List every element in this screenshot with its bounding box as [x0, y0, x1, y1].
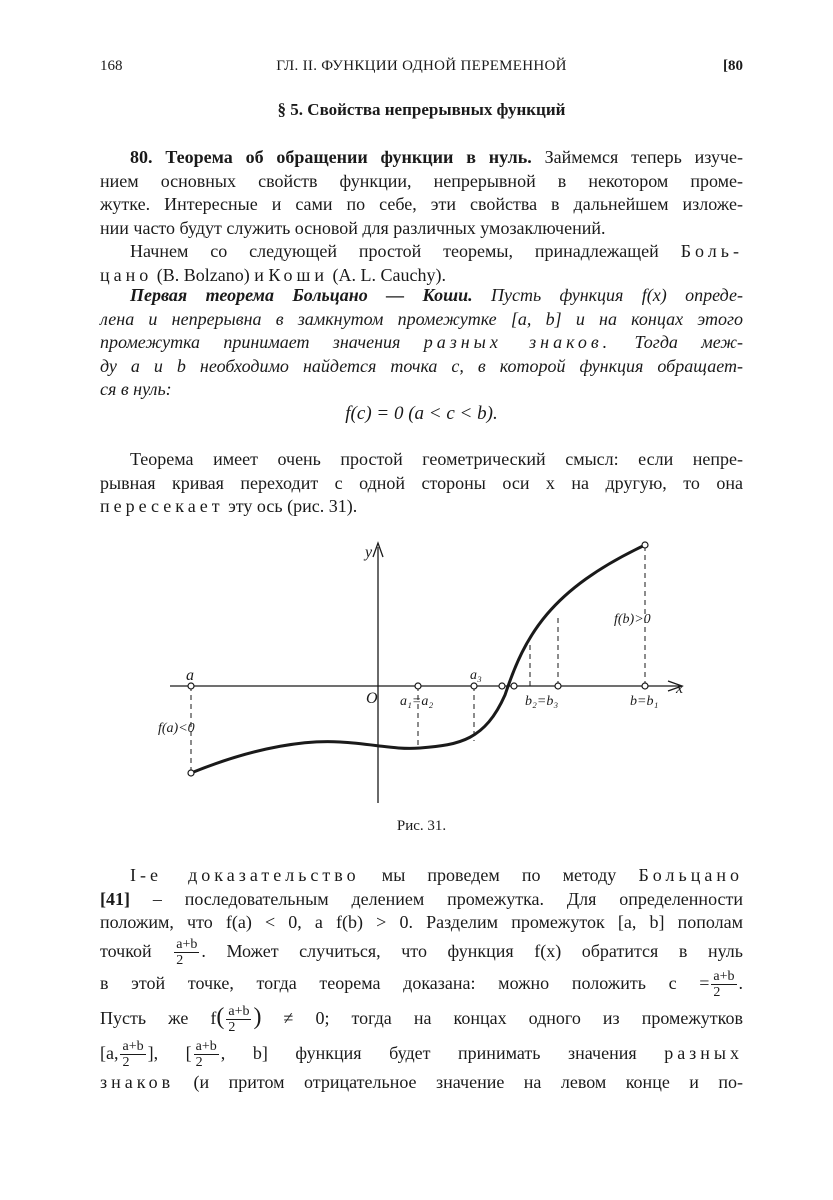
text-fragment: эту ось (рис. 31).	[228, 496, 358, 516]
fraction-midpoint	[711, 969, 736, 1000]
paragraph-80-intro	[100, 146, 743, 240]
text-line: положим, что f(a) < 0, а f(b) > 0. Разделим промежуток [a, b] пополам	[100, 912, 743, 932]
label-fb-positive: f(b)>0	[614, 612, 651, 627]
text-fragment: [	[185, 1042, 192, 1063]
spaced-text: I-е доказательство	[130, 865, 360, 885]
paragraph-geometric-meaning	[100, 448, 743, 519]
text-line: рывная кривая переходит с одной стороны оси x на другую, то она	[100, 472, 743, 493]
text-fragment: точкой	[100, 940, 152, 961]
running-header	[100, 58, 743, 82]
figure-caption: Рис. 31.	[396, 818, 447, 834]
fraction-midpoint	[174, 937, 199, 968]
point-fa	[188, 770, 194, 776]
fraction-denominator: 2	[713, 984, 721, 1000]
chapter-title: ГЛ. II. ФУНКЦИИ ОДНОЙ ПЕРЕМЕННОЙ	[276, 58, 567, 74]
fraction-numerator: a+b	[195, 1038, 217, 1054]
paragraph-bolzano-cauchy	[100, 240, 743, 287]
fraction-midpoint	[120, 1039, 145, 1070]
spaced-text: знаков	[100, 1071, 175, 1092]
fraction-denominator: 2	[228, 1019, 236, 1035]
point-a3	[471, 683, 477, 689]
label-a1-a2: a₁=a₂	[400, 694, 434, 709]
fraction-midpoint	[226, 1004, 251, 1035]
fraction-numerator: a+b	[713, 968, 735, 984]
text-fragment: [a,	[100, 1042, 119, 1063]
spaced-text: пересекает	[100, 496, 224, 516]
fraction-denominator: 2	[122, 1054, 130, 1070]
text-line: ду a и b необходимо найдется точка c, в которой функция обращает-	[100, 355, 743, 376]
theorem-title: Первая теорема Больцано — Коши.	[130, 285, 473, 305]
formula-f-c-zero: f(c) = 0 (a < c < b).	[345, 403, 498, 424]
point-a1	[415, 683, 421, 689]
point-c-left	[499, 683, 505, 689]
paragraph-heading: 80. Теорема об обращении функции в нуль.	[130, 147, 532, 167]
section-title: § 5. Свойства непрерывных функций	[277, 100, 566, 119]
text-fragment: Пусть функция f(x) опреде-	[490, 285, 743, 305]
text-line: нии часто будут служить основой для различных умозаключений.	[100, 217, 606, 238]
label-fa-negative: f(a)<0	[158, 721, 195, 736]
point-fb	[642, 542, 648, 548]
point-b	[642, 683, 648, 689]
label-origin: O	[366, 690, 378, 707]
label-b2-b3: b₂=b₃	[525, 694, 559, 709]
fraction-midpoint	[194, 1039, 219, 1070]
text-fragment: Пусть же f	[100, 1007, 217, 1028]
figure-31	[140, 535, 720, 810]
text-fragment: Тогда меж-	[634, 332, 743, 352]
text-fragment: (B. Bolzano) и	[156, 264, 264, 285]
text-fragment: (A. L. Cauchy).	[332, 264, 446, 285]
text-fragment: ],	[147, 1042, 159, 1063]
text-fragment: – последовательным делением промежутка. Для определенности	[152, 888, 744, 909]
label-a: a	[186, 667, 194, 684]
label-x: x	[676, 680, 684, 697]
spaced-text: разных	[664, 1042, 744, 1063]
point-c	[511, 683, 517, 689]
fraction-numerator: a+b	[122, 1038, 144, 1054]
spaced-name: цано	[100, 264, 153, 285]
text-line: лена и непрерывна в замкнутом промежутке [a, b] и на концах этого	[100, 308, 743, 329]
text-line: Займемся теперь изуче-	[544, 147, 743, 167]
theorem-statement	[100, 284, 743, 402]
text-fragment: функция будет принимать значения	[295, 1042, 637, 1063]
text-fragment: Начнем со следующей простой теоремы, принадлежащей	[130, 241, 659, 261]
page-number: 168	[100, 58, 123, 74]
fraction-numerator: a+b	[228, 1003, 250, 1019]
text-line: Теорема имеет очень простой геометрический смысл: если непре-	[130, 449, 743, 469]
reference-number: [41]	[100, 888, 130, 909]
label-a3: a₃	[470, 668, 482, 683]
text-line: ся в нуль:	[100, 379, 172, 399]
text-line: нием основных свойств функции, непрерывной в некотором проме-	[100, 170, 743, 191]
spaced-name: Боль-	[680, 241, 743, 261]
paragraph-first-proof: I-е доказательство мы проведем по методу Больцано [41] – последовательным делением промежутка. Для определенности положим, что f(a) < 0, а f(b) > 0. Разделим промежуток [a, b] пополам точкой $\frac{a+b}{2}$ . Может случиться, что функция f(x) обратится в нуль в этой точке, тогда теорема доказана: можно положить c = $\frac{a+b}{2}$ . Пусть же f( $\frac{a+b}{2}$ ) ≠ 0; тогда на концах одного из промежутков [a, $\frac{a+b}{2}$ ], [ $\frac{a+b}{2}$ , b] функция будет принимать значения разных знаков (и притом отрицательное значение на левом конце и по-	[100, 865, 744, 1092]
text-fragment: мы проведем по методу	[381, 865, 617, 885]
text-fragment: ≠ 0; тогда на концах одного из промежутков	[283, 1007, 744, 1028]
text-line: жутке. Интересные и сами по себе, эти свойства в дальнейшем изложе-	[100, 194, 743, 214]
text-fragment: , b]	[220, 1042, 268, 1063]
text-fragment: в этой точке, тогда теорема доказана: можно положить c =	[100, 972, 710, 993]
label-b-b1: b=b₁	[630, 694, 659, 709]
text-fragment: промежутка принимает значения	[100, 332, 401, 352]
spaced-text: разных знаков.	[423, 332, 612, 352]
spaced-name: Коши	[268, 264, 328, 285]
spaced-name: Больцано	[638, 865, 743, 885]
fraction-numerator: a+b	[176, 936, 198, 952]
text-fragment: (и притом отрицательное значение на левом конце и по-	[193, 1071, 743, 1092]
text-fragment: . Может случиться, что функция f(x) обратится в нуль	[201, 940, 743, 961]
label-y: y	[365, 544, 373, 561]
fraction-denominator: 2	[176, 952, 184, 968]
fraction-denominator: 2	[195, 1054, 203, 1070]
section-reference: [80	[723, 58, 743, 74]
function-curve	[191, 545, 645, 773]
point-b2	[555, 683, 561, 689]
